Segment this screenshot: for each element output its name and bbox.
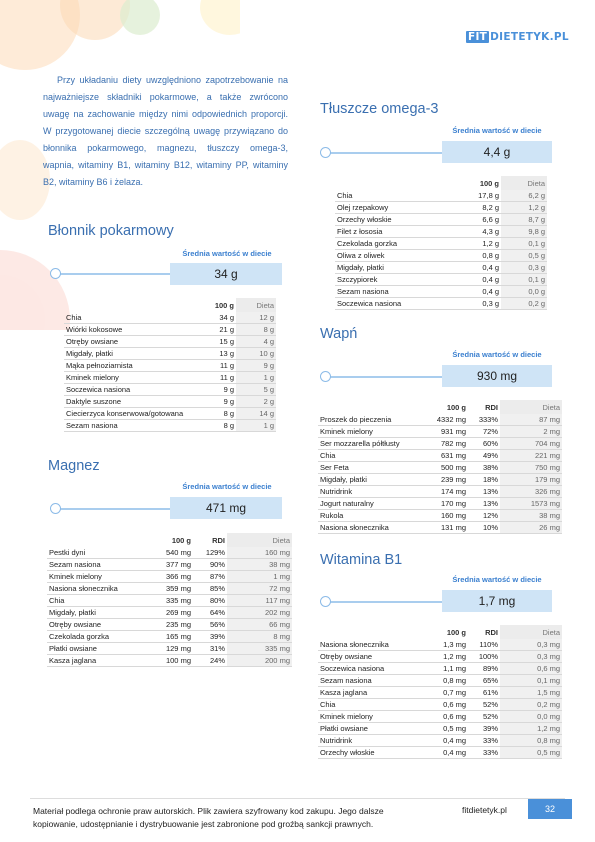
col-header: Dieta bbox=[500, 400, 562, 414]
table-cell: 782 mg bbox=[422, 438, 468, 450]
table-cell: 0,1 g bbox=[501, 274, 547, 286]
table-cell: 704 mg bbox=[500, 438, 562, 450]
table-cell: 56% bbox=[193, 619, 227, 631]
table-row bbox=[47, 559, 292, 571]
table-row bbox=[64, 324, 276, 336]
table-cell: 11 g bbox=[196, 372, 236, 384]
section-title-b1: Witamina B1 bbox=[320, 552, 403, 568]
table-row bbox=[335, 202, 547, 214]
table-cell: 13% bbox=[468, 498, 500, 510]
product-name: Kasza jaglana bbox=[318, 687, 422, 699]
avg-value-wapn: 930 mg bbox=[442, 365, 552, 387]
table-row bbox=[318, 723, 562, 735]
product-name: Ser Feta bbox=[318, 462, 422, 474]
table-cell: 239 mg bbox=[422, 474, 468, 486]
table-cell: 1,2 g bbox=[455, 238, 501, 250]
table-cell: 10 g bbox=[236, 348, 276, 360]
product-name: Otręby owsiane bbox=[318, 651, 422, 663]
table-cell: 0,3 g bbox=[501, 262, 547, 274]
table-cell: 631 mg bbox=[422, 450, 468, 462]
table-cell: 9 g bbox=[236, 360, 276, 372]
table-cell: 0,0 mg bbox=[500, 711, 562, 723]
product-name: Soczewica nasiona bbox=[64, 384, 196, 396]
table-cell: 60% bbox=[468, 438, 500, 450]
slider-knob-icon bbox=[320, 596, 331, 607]
table-cell: 33% bbox=[468, 747, 500, 759]
table-row bbox=[318, 735, 562, 747]
table-cell: 85% bbox=[193, 583, 227, 595]
product-name: Migdały, płatki bbox=[47, 607, 147, 619]
product-name: Chia bbox=[47, 595, 147, 607]
table-row bbox=[335, 190, 547, 202]
table-cell: 8 g bbox=[196, 420, 236, 432]
table-cell: 38 mg bbox=[227, 559, 292, 571]
table-cell: 8,2 g bbox=[455, 202, 501, 214]
table-cell: 377 mg bbox=[147, 559, 193, 571]
table-row bbox=[335, 214, 547, 226]
table-cell: 1 g bbox=[236, 372, 276, 384]
table-cell: 11 g bbox=[196, 360, 236, 372]
table-magnez bbox=[47, 533, 292, 667]
product-name: Ser mozzarella półtłusty bbox=[318, 438, 422, 450]
table-cell: 38 mg bbox=[500, 510, 562, 522]
table-cell: 89% bbox=[468, 663, 500, 675]
table-cell: 0,1 g bbox=[501, 238, 547, 250]
product-name: Mąka pełnoziarnista bbox=[64, 360, 196, 372]
product-name: Soczewica nasiona bbox=[318, 663, 422, 675]
table-cell: 66 mg bbox=[227, 619, 292, 631]
table-cell: 17,8 g bbox=[455, 190, 501, 202]
product-name: Otręby owsiane bbox=[47, 619, 147, 631]
table-cell: 64% bbox=[193, 607, 227, 619]
table-row bbox=[64, 372, 276, 384]
product-name: Sezam nasiona bbox=[64, 420, 196, 432]
avg-label-b1: Średnia wartość w diecie bbox=[452, 575, 542, 584]
table-cell: 1,3 mg bbox=[422, 639, 468, 651]
product-name: Kminek mielony bbox=[318, 711, 422, 723]
table-cell: 21 g bbox=[196, 324, 236, 336]
table-cell: 1,5 mg bbox=[500, 687, 562, 699]
table-row bbox=[47, 571, 292, 583]
table-cell: 10% bbox=[468, 522, 500, 534]
table-row bbox=[64, 336, 276, 348]
table-cell: 0,2 g bbox=[501, 298, 547, 310]
table-row bbox=[318, 663, 562, 675]
table-cell: 500 mg bbox=[422, 462, 468, 474]
table-row bbox=[64, 396, 276, 408]
table-cell: 2 g bbox=[236, 396, 276, 408]
table-cell: 0,8 mg bbox=[422, 675, 468, 687]
col-header: Dieta bbox=[236, 298, 276, 312]
table-row bbox=[335, 262, 547, 274]
logo-fit-text: FIT bbox=[468, 31, 488, 43]
table-cell: 366 mg bbox=[147, 571, 193, 583]
product-name: Olej rzepakowy bbox=[335, 202, 455, 214]
footer-site-link[interactable]: fitdietetyk.pl bbox=[462, 805, 507, 815]
table-cell: 0,4 g bbox=[455, 262, 501, 274]
table-cell: 359 mg bbox=[147, 583, 193, 595]
table-cell: 1573 mg bbox=[500, 498, 562, 510]
table-cell: 39% bbox=[193, 631, 227, 643]
avg-value-omega: 4,4 g bbox=[442, 141, 552, 163]
product-name: Orzechy włoskie bbox=[318, 747, 422, 759]
table-row bbox=[318, 522, 562, 534]
product-name: Chia bbox=[318, 450, 422, 462]
brand-logo bbox=[466, 31, 569, 43]
avg-slider-magnez bbox=[50, 503, 170, 515]
table-cell: 8 g bbox=[196, 408, 236, 420]
table-cell: 0,5 g bbox=[501, 250, 547, 262]
table-cell: 0,6 mg bbox=[500, 663, 562, 675]
table-cell: 87 mg bbox=[500, 414, 562, 426]
table-cell: 8 g bbox=[236, 324, 276, 336]
table-cell: 72 mg bbox=[227, 583, 292, 595]
table-row bbox=[318, 462, 562, 474]
table-cell: 52% bbox=[468, 711, 500, 723]
product-name: Płatki owsiane bbox=[47, 643, 147, 655]
table-cell: 39% bbox=[468, 723, 500, 735]
table-row bbox=[64, 420, 276, 432]
product-name: Rukola bbox=[318, 510, 422, 522]
table-cell: 750 mg bbox=[500, 462, 562, 474]
table-cell: 110% bbox=[468, 639, 500, 651]
product-name: Migdały, płatki bbox=[335, 262, 455, 274]
logo-rest-text: DIETETYK.PL bbox=[490, 31, 569, 43]
table-cell: 333% bbox=[468, 414, 500, 426]
table-row bbox=[318, 711, 562, 723]
section-title-omega: Tłuszcze omega-3 bbox=[320, 101, 439, 117]
table-row bbox=[335, 286, 547, 298]
table-cell: 129 mg bbox=[147, 643, 193, 655]
table-cell: 1,2 g bbox=[501, 202, 547, 214]
product-name: Sezam nasiona bbox=[318, 675, 422, 687]
table-cell: 80% bbox=[193, 595, 227, 607]
table-cell: 1 mg bbox=[227, 571, 292, 583]
table-cell: 5 g bbox=[236, 384, 276, 396]
table-cell: 0,4 g bbox=[455, 286, 501, 298]
product-name: Nasiona słonecznika bbox=[47, 583, 147, 595]
product-name: Czekolada gorzka bbox=[47, 631, 147, 643]
table-cell: 202 mg bbox=[227, 607, 292, 619]
product-name: Nutridrink bbox=[318, 486, 422, 498]
section-title-wapn: Wapń bbox=[320, 326, 358, 342]
table-cell: 0,4 g bbox=[455, 274, 501, 286]
col-header: 100 g bbox=[171, 535, 191, 545]
table-cell: 13% bbox=[468, 486, 500, 498]
table-row bbox=[47, 631, 292, 643]
table-cell: 0,5 mg bbox=[422, 723, 468, 735]
col-header: Dieta bbox=[227, 533, 292, 547]
table-cell: 0,4 mg bbox=[422, 747, 468, 759]
table-cell: 1,2 mg bbox=[422, 651, 468, 663]
product-name: Sezam nasiona bbox=[335, 286, 455, 298]
table-cell: 12% bbox=[468, 510, 500, 522]
slider-knob-icon bbox=[320, 371, 331, 382]
product-name: Sezam nasiona bbox=[47, 559, 147, 571]
table-row bbox=[318, 651, 562, 663]
product-name: Czekolada gorzka bbox=[335, 238, 455, 250]
product-name: Chia bbox=[335, 190, 455, 202]
table-row bbox=[47, 619, 292, 631]
table-cell: 1,1 mg bbox=[422, 663, 468, 675]
product-name: Nasiona słonecznika bbox=[318, 522, 422, 534]
table-row bbox=[64, 384, 276, 396]
table-row bbox=[318, 486, 562, 498]
table-row bbox=[64, 360, 276, 372]
table-cell: 61% bbox=[468, 687, 500, 699]
table-row bbox=[335, 226, 547, 238]
product-name: Otręby owsiane bbox=[64, 336, 196, 348]
table-cell: 1,2 mg bbox=[500, 723, 562, 735]
avg-label-blonnik: Średnia wartość w diecie bbox=[182, 249, 272, 258]
product-name: Migdały, płatki bbox=[318, 474, 422, 486]
avg-label-magnez: Średnia wartość w diecie bbox=[182, 482, 272, 491]
col-header: 100 g bbox=[214, 300, 234, 310]
avg-slider-omega bbox=[320, 147, 442, 159]
table-cell: 8 mg bbox=[227, 631, 292, 643]
table-cell: 0,3 g bbox=[455, 298, 501, 310]
table-row bbox=[47, 595, 292, 607]
table-cell: 6,6 g bbox=[455, 214, 501, 226]
table-cell: 174 mg bbox=[422, 486, 468, 498]
avg-label-omega: Średnia wartość w diecie bbox=[452, 126, 542, 135]
table-cell: 26 mg bbox=[500, 522, 562, 534]
table-row bbox=[318, 639, 562, 651]
table-cell: 540 mg bbox=[147, 547, 193, 559]
table-cell: 335 mg bbox=[227, 643, 292, 655]
table-cell: 326 mg bbox=[500, 486, 562, 498]
table-cell: 0,6 mg bbox=[422, 699, 468, 711]
table-cell: 4,3 g bbox=[455, 226, 501, 238]
table-cell: 0,6 mg bbox=[422, 711, 468, 723]
table-row bbox=[318, 699, 562, 711]
table-cell: 269 mg bbox=[147, 607, 193, 619]
table-row bbox=[318, 675, 562, 687]
table-cell: 34 g bbox=[196, 312, 236, 324]
table-cell: 0,3 mg bbox=[500, 651, 562, 663]
table-cell: 200 mg bbox=[227, 655, 292, 667]
table-row bbox=[64, 348, 276, 360]
table-cell: 100% bbox=[468, 651, 500, 663]
table-cell: 24% bbox=[193, 655, 227, 667]
table-cell: 14 g bbox=[236, 408, 276, 420]
table-wapn bbox=[318, 400, 562, 534]
table-row bbox=[318, 687, 562, 699]
table-cell: 221 mg bbox=[500, 450, 562, 462]
col-header: 100 g bbox=[446, 402, 466, 412]
table-cell: 100 mg bbox=[147, 655, 193, 667]
col-header: RDI bbox=[485, 627, 498, 637]
page-number: 32 bbox=[528, 799, 572, 819]
table-cell: 0,1 mg bbox=[500, 675, 562, 687]
table-row bbox=[47, 607, 292, 619]
slider-knob-icon bbox=[50, 503, 61, 514]
table-cell: 179 mg bbox=[500, 474, 562, 486]
table-cell: 6,2 g bbox=[501, 190, 547, 202]
table-blonnik bbox=[64, 298, 276, 432]
table-cell: 8,7 g bbox=[501, 214, 547, 226]
table-cell: 18% bbox=[468, 474, 500, 486]
table-cell: 235 mg bbox=[147, 619, 193, 631]
table-cell: 31% bbox=[193, 643, 227, 655]
table-cell: 2 mg bbox=[500, 426, 562, 438]
product-name: Jogurt naturalny bbox=[318, 498, 422, 510]
avg-value-magnez: 471 mg bbox=[170, 497, 282, 519]
avg-label-wapn: Średnia wartość w diecie bbox=[452, 350, 542, 359]
table-row bbox=[64, 312, 276, 324]
table-cell: 4332 mg bbox=[422, 414, 468, 426]
table-row bbox=[335, 298, 547, 310]
table-cell: 52% bbox=[468, 699, 500, 711]
product-name: Płatki owsiane bbox=[318, 723, 422, 735]
table-row bbox=[335, 250, 547, 262]
table-row bbox=[335, 238, 547, 250]
table-cell: 160 mg bbox=[227, 547, 292, 559]
table-cell: 0,7 mg bbox=[422, 687, 468, 699]
col-header: 100 g bbox=[446, 627, 466, 637]
table-b1 bbox=[318, 625, 562, 759]
product-name: Szczypiorek bbox=[335, 274, 455, 286]
product-name: Nasiona słonecznika bbox=[318, 639, 422, 651]
table-row bbox=[318, 450, 562, 462]
avg-slider-b1 bbox=[320, 596, 442, 608]
table-cell: 33% bbox=[468, 735, 500, 747]
table-cell: 15 g bbox=[196, 336, 236, 348]
table-cell: 12 g bbox=[236, 312, 276, 324]
product-name: Kminek mielony bbox=[64, 372, 196, 384]
table-cell: 335 mg bbox=[147, 595, 193, 607]
table-cell: 0,4 mg bbox=[422, 735, 468, 747]
table-cell: 160 mg bbox=[422, 510, 468, 522]
table-row bbox=[318, 438, 562, 450]
table-cell: 0,8 g bbox=[455, 250, 501, 262]
table-cell: 0,2 mg bbox=[500, 699, 562, 711]
table-row bbox=[318, 510, 562, 522]
avg-value-blonnik: 34 g bbox=[170, 263, 282, 285]
product-name: Chia bbox=[64, 312, 196, 324]
product-name: Migdały, płatki bbox=[64, 348, 196, 360]
table-cell: 0,0 g bbox=[501, 286, 547, 298]
table-cell: 4 g bbox=[236, 336, 276, 348]
product-name: Filet z łososia bbox=[335, 226, 455, 238]
table-cell: 1 g bbox=[236, 420, 276, 432]
product-name: Kasza jaglana bbox=[47, 655, 147, 667]
table-row bbox=[318, 498, 562, 510]
product-name: Kminek mielony bbox=[318, 426, 422, 438]
product-name: Pestki dyni bbox=[47, 547, 147, 559]
section-title-blonnik: Błonnik pokarmowy bbox=[48, 223, 174, 239]
product-name: Oliwa z oliwek bbox=[335, 250, 455, 262]
product-name: Nutridrink bbox=[318, 735, 422, 747]
col-header: Dieta bbox=[501, 176, 547, 190]
product-name: Daktyle suszone bbox=[64, 396, 196, 408]
section-title-magnez: Magnez bbox=[48, 458, 100, 474]
table-cell: 87% bbox=[193, 571, 227, 583]
table-cell: 0,3 mg bbox=[500, 639, 562, 651]
col-header: Dieta bbox=[500, 625, 562, 639]
copyright-notice: Materiał podlega ochronie praw autorskich. Plik zawiera szyfrowany kod zakupu. Jego dalsze kopiowanie, udostępnianie i dystrybuowanie jest zabronione pod groźbą sankcji prawnych. bbox=[33, 806, 384, 829]
table-cell: 165 mg bbox=[147, 631, 193, 643]
table-cell: 13 g bbox=[196, 348, 236, 360]
table-cell: 131 mg bbox=[422, 522, 468, 534]
table-cell: 0,8 mg bbox=[500, 735, 562, 747]
product-name: Proszek do pieczenia bbox=[318, 414, 422, 426]
table-row bbox=[335, 274, 547, 286]
slider-knob-icon bbox=[50, 268, 61, 279]
product-name: Kminek mielony bbox=[47, 571, 147, 583]
avg-value-b1: 1,7 mg bbox=[442, 590, 552, 612]
footer-divider bbox=[30, 798, 565, 799]
product-name: Orzechy włoskie bbox=[335, 214, 455, 226]
table-cell: 9 g bbox=[196, 396, 236, 408]
table-cell: 65% bbox=[468, 675, 500, 687]
product-name: Chia bbox=[318, 699, 422, 711]
table-cell: 90% bbox=[193, 559, 227, 571]
table-cell: 9,8 g bbox=[501, 226, 547, 238]
table-cell: 38% bbox=[468, 462, 500, 474]
table-row bbox=[318, 414, 562, 426]
avg-slider-wapn bbox=[320, 371, 442, 383]
table-cell: 49% bbox=[468, 450, 500, 462]
table-row bbox=[47, 643, 292, 655]
col-header: RDI bbox=[212, 535, 225, 545]
table-cell: 9 g bbox=[196, 384, 236, 396]
table-cell: 129% bbox=[193, 547, 227, 559]
col-header: RDI bbox=[485, 402, 498, 412]
avg-slider-blonnik bbox=[50, 268, 170, 280]
table-row bbox=[47, 655, 292, 667]
table-row bbox=[47, 547, 292, 559]
col-header: 100 g bbox=[479, 178, 499, 188]
table-omega bbox=[335, 176, 547, 310]
table-cell: 0,5 mg bbox=[500, 747, 562, 759]
table-row bbox=[47, 583, 292, 595]
table-row bbox=[64, 408, 276, 420]
table-row bbox=[318, 426, 562, 438]
table-row bbox=[318, 474, 562, 486]
product-name: Wiórki kokosowe bbox=[64, 324, 196, 336]
table-cell: 931 mg bbox=[422, 426, 468, 438]
table-cell: 117 mg bbox=[227, 595, 292, 607]
table-cell: 72% bbox=[468, 426, 500, 438]
intro-paragraph: Przy układaniu diety uwzględniono zapotrzebowanie na najważniejsze składniki pokarmowe, a także zwrócono uwagę na zachowanie między nimi odpowiednich proporcji. W przygotowanej diecie szczególną uwagę przywiązano do błonnika pokarmowego, magnezu, tłuszczy omega-3, wapnia, witaminy B1, witaminy B12, witaminy PP, witaminy B2, witaminy B6 i żelaza. bbox=[43, 75, 288, 187]
product-name: Soczewica nasiona bbox=[335, 298, 455, 310]
slider-knob-icon bbox=[320, 147, 331, 158]
table-cell: 170 mg bbox=[422, 498, 468, 510]
product-name: Ciecierzyca konserwowa/gotowana bbox=[64, 408, 196, 420]
table-row bbox=[318, 747, 562, 759]
